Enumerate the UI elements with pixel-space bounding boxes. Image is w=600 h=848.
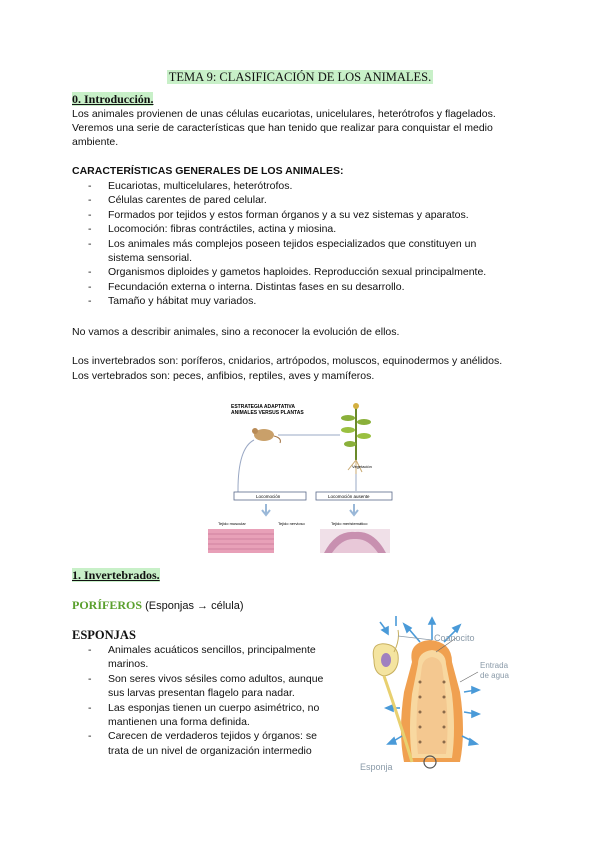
coanocito-label: Coanocito [434,633,475,643]
list-item: - Tamaño y hábitat muy variados. [88,294,486,308]
features-list [88,179,486,309]
intro-heading: 0. Introducción. [72,92,154,106]
plant-label: Vegetación [352,464,372,469]
figure-title-1: ESTRATEGIA ADAPTATIVA [231,404,295,410]
poriferos-line: PORÍFEROS (Esponjas → célula) [72,598,244,612]
intro-paragraph: Los animales provienen de unas células eucariotas, unicelulares, heterótrofos y flagelados. Veremos una serie de características que han tenido que realizar para conquistar el medio ambiente. [72,108,496,148]
vertebrates-paragraph: Los vertebrados son: peces, anfibios, reptiles, aves y mamíferos. [72,370,375,382]
list-item-continuation: sus larvas presentan flagelo para nadar. [108,687,295,700]
list-item-continuation: mantienen una forma definida. [108,716,250,729]
list-item: - Formados por tejidos y estos forman órganos y a su vez sistemas y aparatos. [88,208,486,222]
locomotion-box: Locomoción [256,494,281,499]
figure-title-2: ANIMALES VERSUS PLANTAS [231,410,304,416]
list-item: - Animales acuáticos sencillos, principalmente [88,643,348,657]
sponge-figure [360,612,520,772]
invertebrates-heading: 1. Invertebrados. [72,568,160,582]
esponja-label: Esponja [360,762,393,772]
list-item: - Eucariotas, multicelulares, heterótrofos. [88,179,486,193]
document-title: TEMA 9: CLASIFICACIÓN DE LOS ANIMALES. [168,70,432,84]
list-item: - Carecen de verdaderos tejidos y órganos: se [88,729,348,743]
evolution-paragraph: No vamos a describir animales, sino a reconocer la evolución de ellos. [72,326,400,338]
entrada-label-1: Entrada [480,661,509,670]
features-heading: CARACTERÍSTICAS GENERALES DE LOS ANIMALES: [72,165,344,177]
list-item: - Son seres vivos sésiles como adultos, aunque [88,672,348,686]
muscle-tissue-label: Tejido muscular [218,521,246,526]
strategy-figure [218,398,396,560]
list-item: - Organismos diploides y gametos haploides. Reproducción sexual principalmente. [88,265,486,279]
meristem-tissue-image [320,529,390,553]
sponge-body-icon [401,640,463,762]
meristem-tissue-label: Tejido meristemático [331,521,368,526]
nerve-tissue-label: Tejido nervioso [278,521,305,526]
list-item: - Células carentes de pared celular. [88,193,486,207]
list-item-continuation: trata de un nivel de organización intermedio [108,744,312,757]
esponjas-heading: ESPONJAS [72,628,136,642]
entrada-label-2: de agua [480,671,509,680]
list-item-continuation: sistema sensorial. [108,252,193,265]
list-item: - Fecundación externa o interna. Distintas fases en su desarrollo. [88,280,486,294]
invertebrates-paragraph: Los invertebrados son: poríferos, cnidarios, artrópodos, moluscos, equinodermos y anélidos. [72,355,503,367]
list-item: - Los animales más complejos poseen tejidos especializados que constituyen un [88,237,486,251]
list-item: - Las esponjas tienen un cuerpo asimétrico, no [88,701,348,715]
list-item-continuation: marinos. [108,658,149,671]
muscle-tissue-image [208,529,274,553]
sponge-list [88,643,348,758]
no-locomotion-box: Locomoción ausente [328,494,370,499]
list-item: - Locomoción: fibras contráctiles, actina y miosina. [88,222,486,236]
